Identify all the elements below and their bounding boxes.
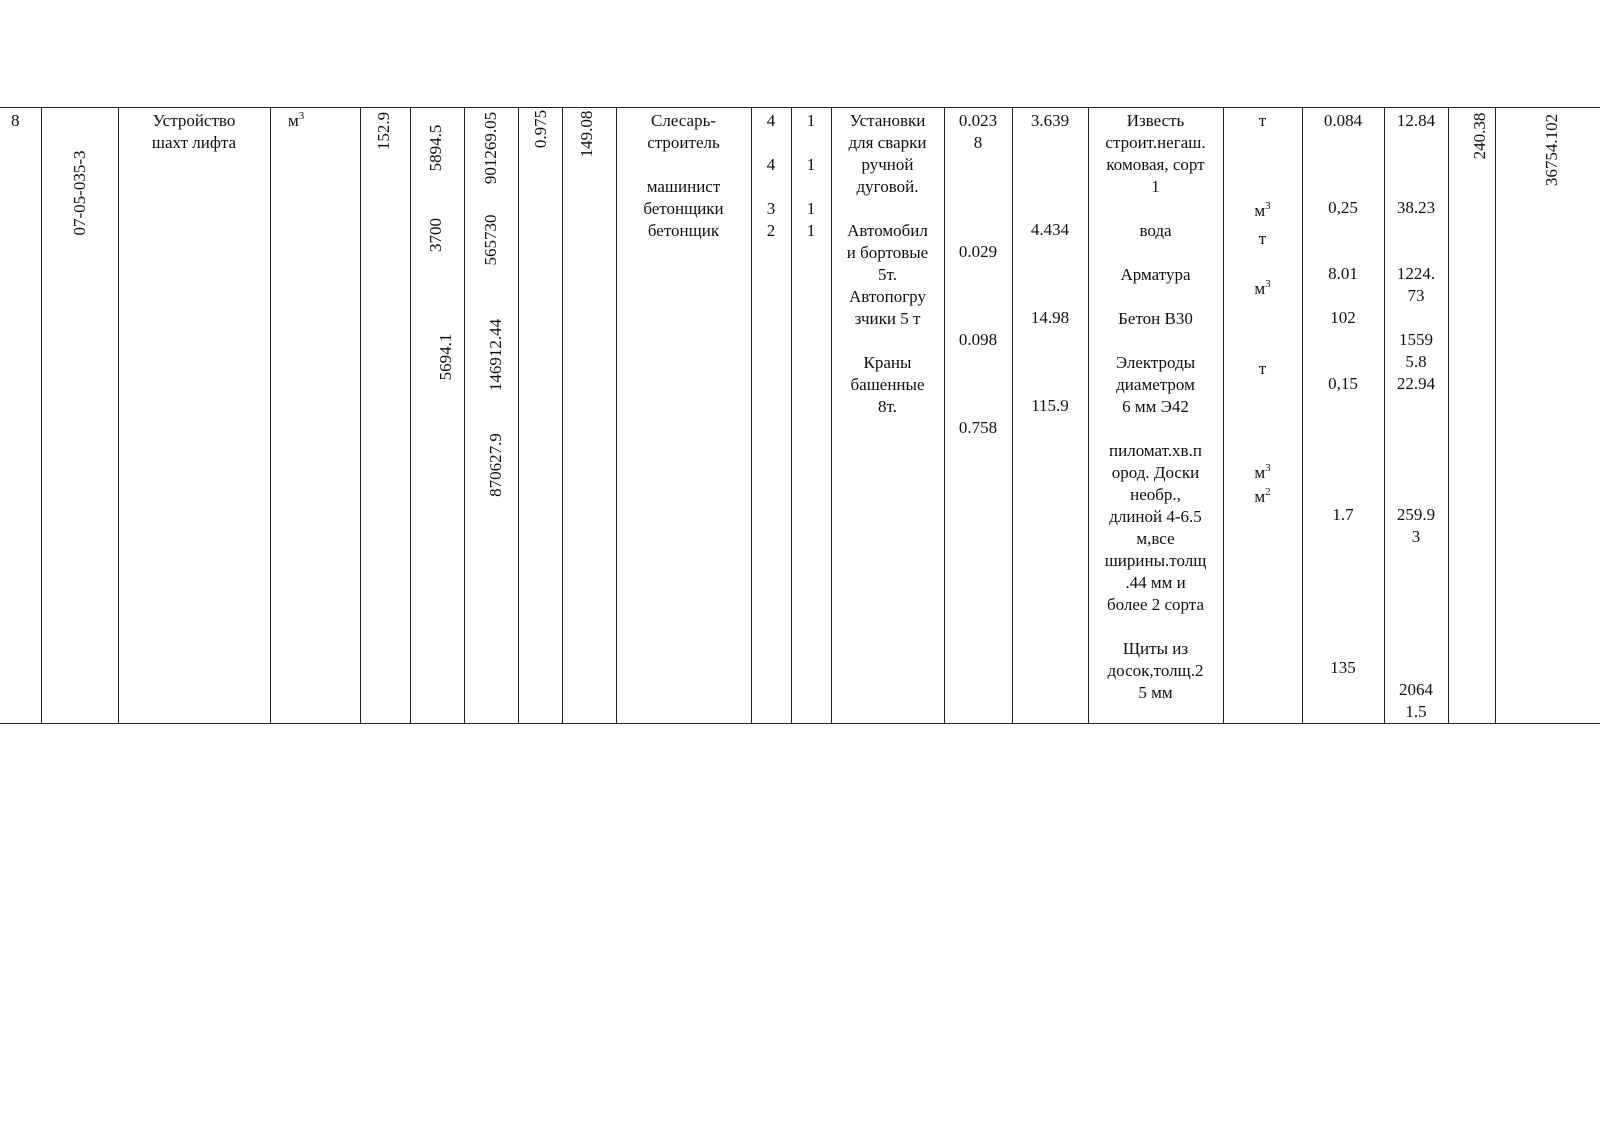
material-norm-value: 0,25	[1328, 198, 1358, 217]
machine-line: ручной	[861, 155, 914, 174]
material-norm-value: 135	[1330, 658, 1356, 677]
count-value: 1	[806, 199, 816, 218]
worker-grades	[752, 110, 790, 242]
col-divider	[410, 108, 411, 724]
machine-line: Установки	[849, 111, 926, 130]
table-top-border	[0, 107, 1600, 108]
worker-line: машинист	[646, 177, 721, 196]
material-line: ширины.толщ	[1104, 551, 1207, 570]
row-number: 8	[11, 111, 20, 130]
machine-qty-value: 4.434	[1030, 220, 1070, 239]
material-line: Электроды	[1115, 353, 1196, 372]
material-norm-value: 8.01	[1328, 264, 1358, 283]
count-value: 1	[806, 111, 816, 130]
col-divider	[464, 108, 465, 724]
col-divider	[118, 108, 119, 724]
material-unit: $м^3$	[1254, 200, 1271, 220]
table-bottom-border	[0, 723, 1600, 724]
material-unit: $м^2$	[1254, 486, 1271, 506]
material-qty-value: 259.9	[1396, 505, 1436, 524]
material-norm-value: 0.084	[1323, 111, 1363, 130]
material-qty-value: 1.5	[1405, 702, 1427, 721]
unit-of-measure: $м^3$	[288, 110, 305, 130]
material-norm-value: 1.7	[1332, 505, 1354, 524]
machine-norm-value: 8	[973, 133, 983, 152]
material-qty-value: 22.94	[1396, 374, 1436, 393]
machine-line: Краны	[863, 353, 912, 372]
machine-line: Автомобил	[847, 221, 928, 240]
cost-a-value: 5694.1	[436, 333, 455, 381]
material-line: м,все	[1136, 529, 1175, 548]
worker-counts	[792, 110, 830, 242]
machine-norm-value: 0.098	[958, 330, 998, 349]
worker-line: бетонщики	[643, 199, 724, 218]
machine-norm-value: 0.029	[958, 242, 998, 261]
machine-qty-value: 115.9	[1031, 396, 1069, 415]
machine-line: и бортовые	[846, 243, 929, 262]
material-norm-value: 102	[1330, 308, 1356, 327]
count-value: 1	[806, 221, 816, 240]
material-line: вода	[1139, 221, 1172, 240]
col-divider	[41, 108, 42, 724]
col-divider	[360, 108, 361, 724]
cost-b-value: 901269.05	[481, 111, 500, 185]
machine-qty-value: 3.639	[1030, 111, 1070, 130]
coefficient: 0.975	[531, 109, 550, 149]
work-name	[120, 110, 268, 154]
col-divider	[518, 108, 519, 724]
cost-b-value: 146912.44	[486, 318, 505, 392]
material-qty-value: 38.23	[1396, 198, 1436, 217]
material-line: Бетон В30	[1118, 309, 1193, 328]
labor-cost: 149.08	[577, 110, 596, 158]
material-line: комовая, сорт	[1106, 155, 1205, 174]
material-line: необр.,	[1130, 485, 1181, 504]
machine-line: зчики 5 т	[854, 309, 921, 328]
material-line: досок,толщ.2	[1107, 661, 1204, 680]
material-line: 6 мм Э42	[1122, 397, 1189, 416]
material-line: ород. Доски	[1111, 463, 1200, 482]
material-line: пиломат.хв.п	[1109, 441, 1202, 460]
material-line: Арматура	[1120, 265, 1191, 284]
material-line: Щиты из	[1122, 639, 1189, 658]
grade-value: 4	[766, 155, 776, 174]
material-line: более 2 сорта	[1106, 595, 1204, 614]
machine-qty-value: 14.98	[1030, 308, 1070, 327]
material-qty-value: 12.84	[1396, 111, 1436, 130]
material-line: .44 мм и	[1125, 573, 1186, 592]
machine-line: Автопогру	[849, 287, 926, 306]
material-qty-value: 5.8	[1405, 352, 1427, 371]
material-unit: т	[1258, 111, 1267, 130]
machine-norm-value: 0.023	[958, 111, 998, 130]
material-line: 5 мм	[1138, 683, 1173, 702]
col-divider	[944, 108, 945, 724]
count-value: 1	[806, 155, 816, 174]
material-line: Известь	[1126, 111, 1185, 130]
total-a: 240.38	[1470, 112, 1489, 160]
material-qty-value: 1559	[1399, 330, 1433, 349]
cost-b-value: 565730	[481, 214, 500, 266]
material-line: длиной 4-6.5	[1109, 507, 1202, 526]
col-divider	[1448, 108, 1449, 724]
material-qty-value: 73	[1407, 286, 1425, 305]
material-qty-value: 3	[1411, 527, 1421, 546]
worker-line: строитель	[647, 133, 720, 152]
worker-professions	[618, 110, 749, 242]
cost-a-value: 3700	[426, 218, 445, 252]
col-divider	[616, 108, 617, 724]
material-line: диаметром	[1116, 375, 1195, 394]
material-unit: $м^3$	[1254, 462, 1271, 482]
machine-norm-value: 0.758	[958, 418, 998, 437]
material-qty-value: 1224.	[1396, 264, 1436, 283]
material-unit: т	[1258, 229, 1267, 248]
material-qty-value: 2064	[1399, 680, 1433, 699]
machines	[832, 110, 943, 418]
col-divider	[270, 108, 271, 724]
quantity: 152.9	[374, 111, 393, 151]
material-unit: $м^3$	[1254, 278, 1271, 298]
row-code: 07-05-035-3	[70, 150, 89, 236]
total-b: 36754.102	[1542, 113, 1561, 187]
grade-value: 2	[766, 221, 776, 240]
col-divider	[562, 108, 563, 724]
cost-b-value: 870627.9	[486, 433, 505, 497]
worker-line: бетонщик	[647, 221, 720, 240]
material-unit: т	[1258, 359, 1267, 378]
machine-line: дуговой.	[856, 177, 919, 196]
machine-line: 8т.	[878, 397, 897, 416]
cost-a-value: 5894.5	[426, 124, 445, 172]
worker-line: Слесарь-	[650, 111, 716, 130]
material-line: 1	[1151, 177, 1160, 196]
material-norm-value: 0,15	[1328, 374, 1358, 393]
machine-line: башенные	[850, 375, 925, 394]
machine-line: 5т.	[878, 265, 897, 284]
grade-value: 4	[766, 111, 776, 130]
grade-value: 3	[766, 199, 776, 218]
material-line: строит.негаш.	[1105, 133, 1206, 152]
machine-line: для сварки	[848, 133, 927, 152]
col-divider	[1495, 108, 1496, 724]
work-name-line: шахт лифта	[151, 133, 237, 152]
work-name-line: Устройство	[152, 111, 236, 130]
materials	[1089, 110, 1222, 704]
